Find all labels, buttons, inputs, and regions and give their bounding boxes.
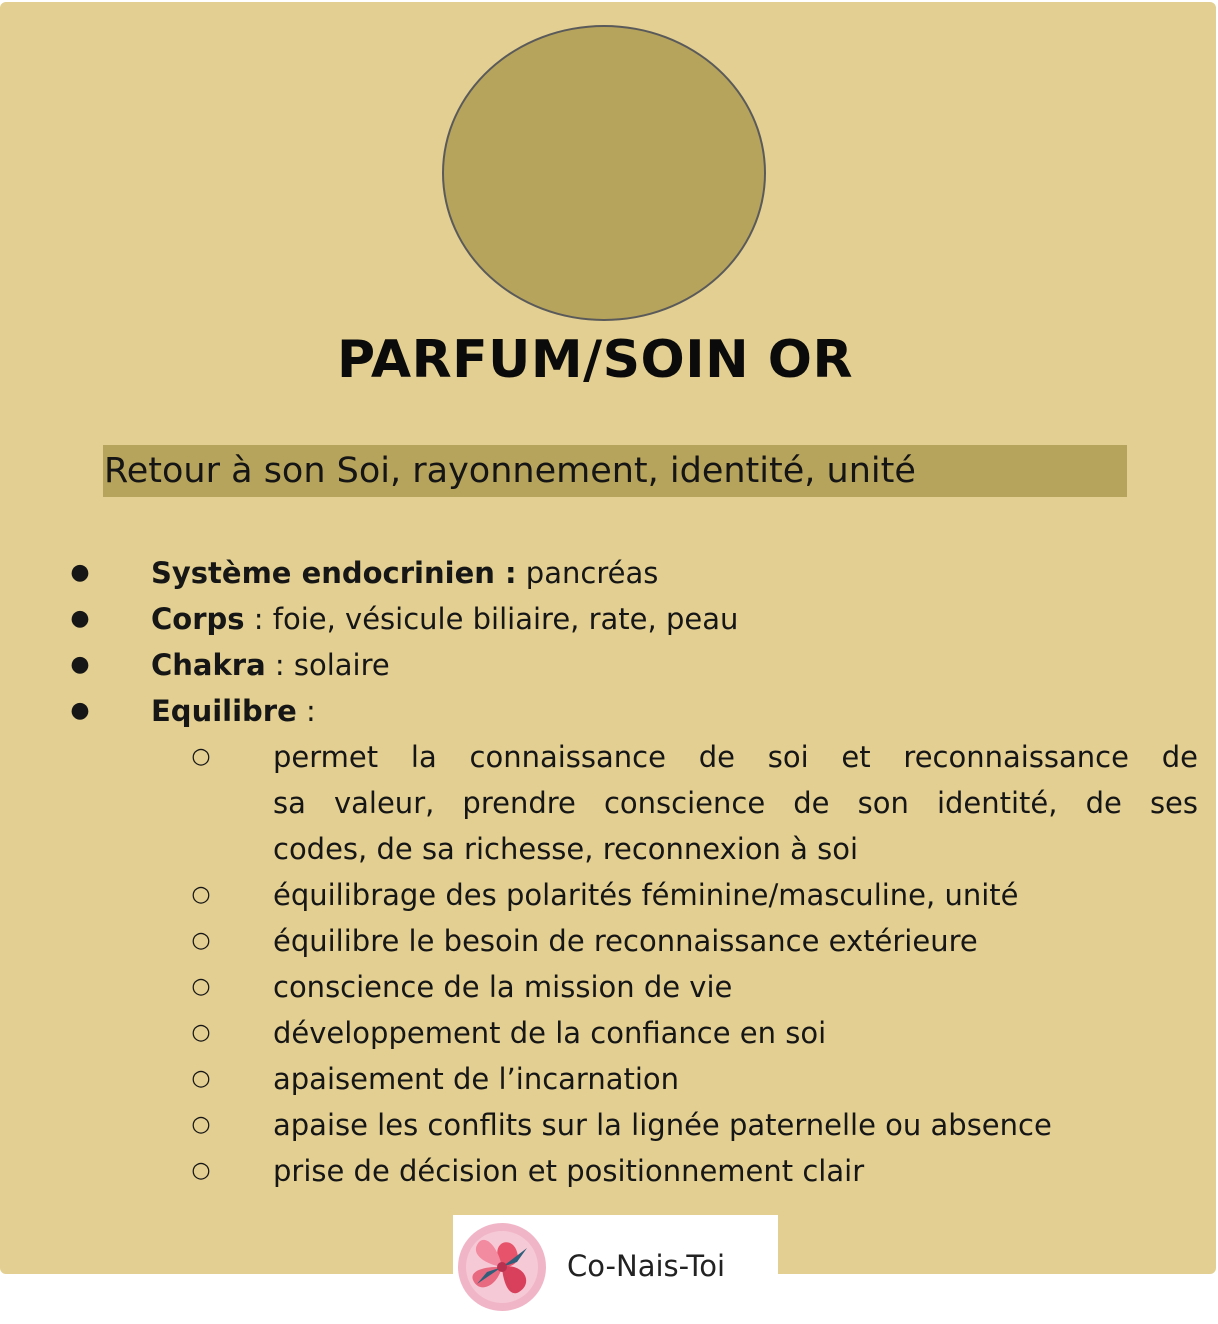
- sub-item-text: apaise les conflits sur la lignée paternelle ou absence: [273, 1108, 1052, 1142]
- item-value: : foie, vésicule biliaire, rate, peau: [244, 602, 739, 636]
- item-label: Corps: [151, 602, 245, 636]
- sub-item: [0, 1148, 1218, 1194]
- flower-logo-icon: [457, 1222, 547, 1312]
- bullet-icon: ●: [70, 560, 90, 585]
- circle-bullet-icon: ○: [191, 1020, 211, 1045]
- sub-item-text: équilibrage des polarités féminine/masculine, unité: [273, 878, 1019, 912]
- list-item-equilibre: [0, 688, 1218, 734]
- sub-item-line: sa valeur, prendre conscience de son identité, de ses: [273, 786, 1198, 820]
- bullet-icon: ●: [70, 652, 90, 677]
- circle-bullet-icon: ○: [191, 1066, 211, 1091]
- circle-bullet-icon: ○: [191, 1158, 211, 1183]
- item-value: :: [296, 694, 316, 728]
- list-item-endocrine: [0, 550, 1218, 596]
- sub-item-text: conscience de la mission de vie: [273, 970, 733, 1004]
- sub-item: [0, 1102, 1218, 1148]
- circle-bullet-icon: ○: [191, 928, 211, 953]
- item-value: : solaire: [265, 648, 390, 682]
- subtitle-highlight: [103, 445, 1127, 497]
- sub-item: [0, 964, 1218, 1010]
- sub-item-text: apaisement de l’incarnation: [273, 1062, 680, 1096]
- item-label: Chakra: [151, 648, 266, 682]
- gold-color-circle: [442, 25, 766, 321]
- sub-item-text: développement de la confiance en soi: [273, 1016, 827, 1050]
- item-value: pancréas: [516, 556, 659, 590]
- circle-bullet-icon: ○: [191, 974, 211, 999]
- brand-name: Co-Nais-Toi: [567, 1249, 726, 1283]
- brand-badge: [453, 1215, 778, 1324]
- sub-item-text: prise de décision et positionnement clair: [273, 1154, 865, 1188]
- info-card: [0, 2, 1216, 1274]
- item-label: Equilibre: [151, 694, 297, 728]
- sub-item-connaissance: [0, 734, 1218, 872]
- bullet-icon: ●: [70, 698, 90, 723]
- sub-item-line: permet la connaissance de soi et reconnaissance de: [273, 740, 1198, 774]
- circle-bullet-icon: ○: [191, 882, 211, 907]
- list-item-corps: [0, 596, 1218, 642]
- sub-item-line: codes, de sa richesse, reconnexion à soi: [273, 832, 859, 866]
- circle-bullet-icon: ○: [191, 1112, 211, 1137]
- properties-list: [0, 550, 1218, 1194]
- sub-item-text: équilibre le besoin de reconnaissance extérieure: [273, 924, 978, 958]
- item-label: Système endocrinien :: [151, 556, 517, 590]
- page-title: PARFUM/SOIN OR: [337, 330, 853, 390]
- subtitle: Retour à son Soi, rayonnement, identité, unité: [104, 451, 916, 491]
- list-item-chakra: [0, 642, 1218, 688]
- sub-item: [0, 1010, 1218, 1056]
- circle-bullet-icon: ○: [191, 744, 211, 769]
- sub-item: [0, 872, 1218, 918]
- sub-item: [0, 918, 1218, 964]
- sub-item: [0, 1056, 1218, 1102]
- bullet-icon: ●: [70, 606, 90, 631]
